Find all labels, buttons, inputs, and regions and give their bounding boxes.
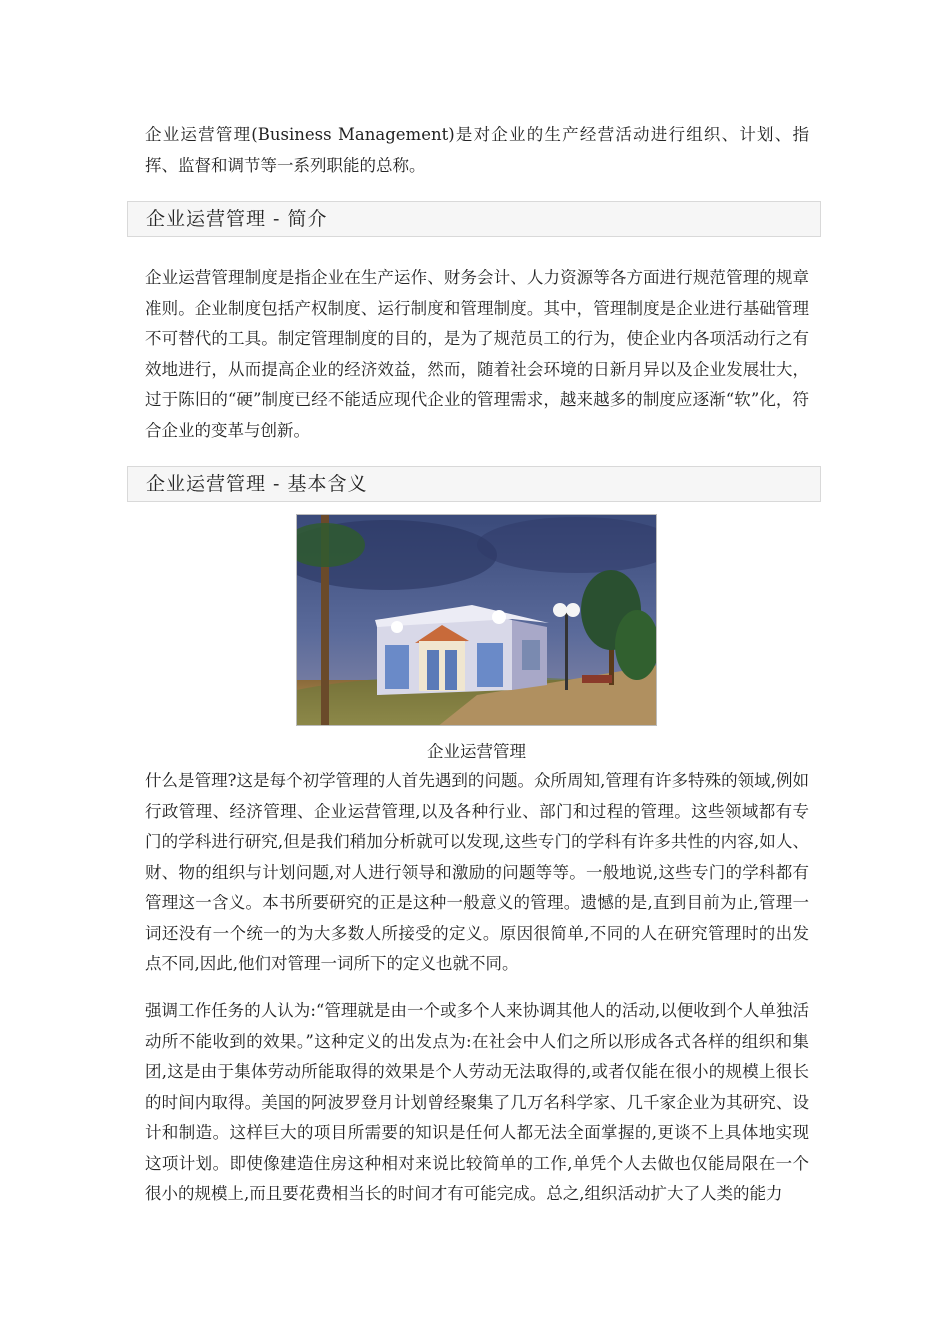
section-heading-meaning <box>127 466 821 502</box>
section-meaning-body-2: 强调工作任务的人认为:“管理就是由一个或多个人来协调其他人的活动,以便收到个人单独活动所不能收到的效果。”这种定义的出发点为:在社会中人们之所以形成各式各样的组织和集团,这是由于集体劳动所能取得的效果是个人劳动无法取得的,或者仅能在很小的规模上很长的时间内取得。美国的阿波罗登月计划曾经聚集了几万名科学家、几千家企业为其研究、设计和制造。这样巨大的项目所需要的知识是任何人都无法全面掌握的,更谈不上具体地实现这项计划。即使像建造住房这种相对来说比较简单的工作,单凭个人去做也仅能局限在一个很小的规模上,而且要花费相当长的时间才有可能完成。总之,组织活动扩大了人类的能力 <box>145 1001 809 1203</box>
section-intro-body: 企业运营管理制度是指企业在生产运作、财务会计、人力资源等各方面进行规范管理的规章准则。企业制度包括产权制度、运行制度和管理制度。其中，管理制度是企业进行基础管理不可替代的工具。制定管理制度的目的，是为了规范员工的行为，使企业内各项活动行之有效地进行，从而提高企业的经济效益，然而，随着社会环境的日新月异以及企业发展壮大，过于陈旧的“硬”制度已经不能适应现代企业的管理需求，越来越多的制度应逐渐“软”化，符合企业的变革与创新。 <box>145 268 809 440</box>
section-heading-text: 企业运营管理 - 基本含义 <box>146 473 368 495</box>
building-illustration <box>296 514 657 726</box>
section-heading-text: 企业运营管理 - 简介 <box>146 208 328 230</box>
section-meaning-body: 什么是管理?这是每个初学管理的人首先遇到的问题。众所周知,管理有许多特殊的领域,例如行政管理、经济管理、企业运营管理,以及各种行业、部门和过程的管理。这些领域都有专门的学科进行研究,但是我们稍加分析就可以发现,这些专门的学科有许多共性的内容,如人、财、物的组织与计划问题,对人进行领导和激励的问题等等。一般地说,这些专门的学科都有管理这一含义。本书所要研究的正是这种一般意义的管理。遗憾的是,直到目前为止,管理一词还没有一个统一的为大多数人所接受的定义。原因很简单,不同的人在研究管理时的出发点不同,因此,他们对管理一词所下的定义也就不同。 <box>145 771 809 973</box>
building-illustration-image <box>297 515 657 726</box>
section-heading-intro <box>127 201 821 237</box>
figure-caption: 企业运营管理 <box>427 742 526 761</box>
intro-paragraph: 企业运营管理(Business Management)是对企业的生产经营活动进行组织、计划、指挥、监督和调节等一系列职能的总称。 <box>145 125 809 175</box>
